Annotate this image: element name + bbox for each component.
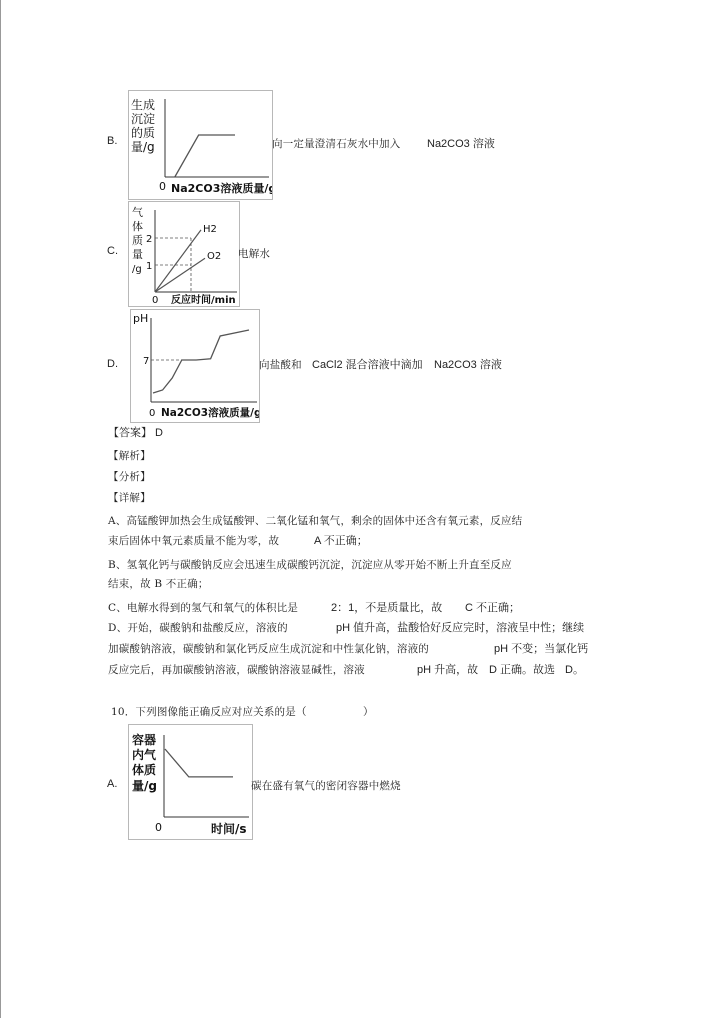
option-a-letter: A.: [107, 778, 118, 790]
gas-mass-curve: [165, 749, 233, 777]
ylabel-line: 容器: [132, 733, 157, 747]
explanation-d-line-3-verdict: D 正确。故选: [489, 664, 555, 676]
option-a-description: 碳在盛有氧气的密闭容器中燃烧: [251, 780, 401, 792]
question-10-close: ）: [363, 706, 374, 718]
option-b-letter: B.: [107, 135, 118, 147]
option-a-chart: [129, 725, 252, 839]
explanation-a-line-1: A、高锰酸钾加热会生成锰酸钾、二氧化锰和氧气，剩余的固体中还含有氧元素，反应结: [108, 515, 523, 527]
ylabel-line: 生成: [131, 98, 156, 112]
o2-label: O2: [207, 251, 222, 262]
ylabel-line: 质: [132, 234, 143, 247]
page-edge: [0, 0, 1, 1018]
analysis-heading: 【解析】: [108, 450, 151, 462]
origin-label: 0: [152, 295, 159, 306]
option-d-description: 向盐酸和: [259, 359, 302, 371]
ylabel-line: 体: [132, 220, 143, 233]
option-d-chart: [131, 310, 259, 422]
ylabel-line: 量/g: [131, 140, 155, 154]
explanation-d-line-1-ph: pH 值升高，盐酸恰好反应完时，溶液呈中性；继续: [336, 622, 585, 634]
explanation-b-line-1: B、氢氧化钙与碳酸钠反应会迅速生成碳酸钙沉淀，沉淀应从零开始不断上升直至反应: [108, 559, 512, 571]
x-axis-label: Na2CO3溶液质量/g: [161, 407, 259, 419]
ylabel-line: 沉淀: [131, 112, 156, 126]
y-tick-label: 2: [146, 234, 153, 245]
explanation-a-line-2: 束后固体中氧元素质量不能为零，故: [108, 535, 280, 547]
option-c-letter: C.: [107, 245, 118, 257]
origin-label: 0: [155, 821, 162, 834]
ylabel-line: /g: [132, 264, 142, 275]
precipitate-curve: [175, 135, 235, 177]
option-d-reagent-2: Na2CO3 溶液: [434, 359, 502, 371]
origin-label: 0: [159, 180, 166, 193]
y-tick-label: 7: [143, 356, 150, 367]
explanation-b-line-2: 结束，故 B 不正确；: [108, 578, 209, 590]
x-axis-label: 反应时间/min: [171, 295, 236, 306]
option-b-graph: [128, 90, 273, 200]
option-d-reagent-1: CaCl2 混合溶液中滴加: [312, 359, 423, 371]
detail-heading: 【详解】: [108, 492, 151, 504]
explanation-d-line-2: 加碳酸钠溶液，碳酸钠和氯化钙反应生成沉淀和中性氯化钠，溶液的: [108, 643, 429, 655]
x-axis-label: 时间/s: [211, 822, 247, 836]
option-c-graph: [128, 201, 240, 307]
question-10-stem: 10．下列图像能正确反应对应关系的是（: [111, 706, 307, 718]
y-axis-label: pH: [133, 312, 149, 325]
ylabel-line: 体质: [132, 763, 157, 777]
fenxi-heading: 【分析】: [108, 471, 151, 483]
ylabel-line: 量/g: [132, 779, 157, 793]
explanation-d-line-3: 反应完后，再加碳酸钠溶液，碳酸钠溶液显碱性，溶液: [108, 664, 365, 676]
explanation-d-line-2-ph: pH 不变；当氯化钙: [494, 643, 589, 655]
x-axis-label: Na2CO3溶液质量/g: [171, 182, 272, 195]
explanation-d-choice: D。: [565, 664, 584, 676]
answer-line: 【答案】 D: [108, 427, 163, 439]
explanation-c-ratio: 2：1，不是质量比，故: [331, 602, 443, 614]
explanation-d-line-1: D、开始，碳酸钠和盐酸反应，溶液的: [108, 622, 288, 634]
explanation-c-verdict: C 不正确；: [465, 602, 520, 614]
ylabel-line: 气: [132, 206, 143, 219]
option-d-graph: [130, 309, 260, 423]
explanation-c-text: C、电解水得到的氢气和氧气的体积比是: [108, 602, 299, 614]
origin-label: 0: [149, 408, 156, 419]
ylabel-line: 的质: [131, 126, 156, 140]
h2-line: [155, 230, 201, 292]
option-b-description: 向一定量澄清石灰水中加入: [272, 138, 401, 150]
option-b-chart: [129, 91, 272, 199]
explanation-d-line-3-ph: pH 升高，故: [417, 664, 479, 676]
option-b-reagent: Na2CO3 溶液: [427, 138, 495, 150]
option-a-graph: [128, 724, 253, 840]
explanation-a-verdict: A 不正确；: [314, 535, 368, 547]
h2-label: H2: [203, 224, 217, 235]
ylabel-line: 量: [132, 248, 143, 261]
option-c-chart: [129, 202, 239, 306]
option-d-letter: D.: [107, 358, 118, 370]
ph-curve: [153, 330, 249, 393]
o2-line: [155, 258, 205, 292]
option-c-description: 电解水: [238, 248, 271, 260]
y-tick-label: 1: [146, 261, 153, 272]
ylabel-line: 内气: [132, 748, 157, 762]
